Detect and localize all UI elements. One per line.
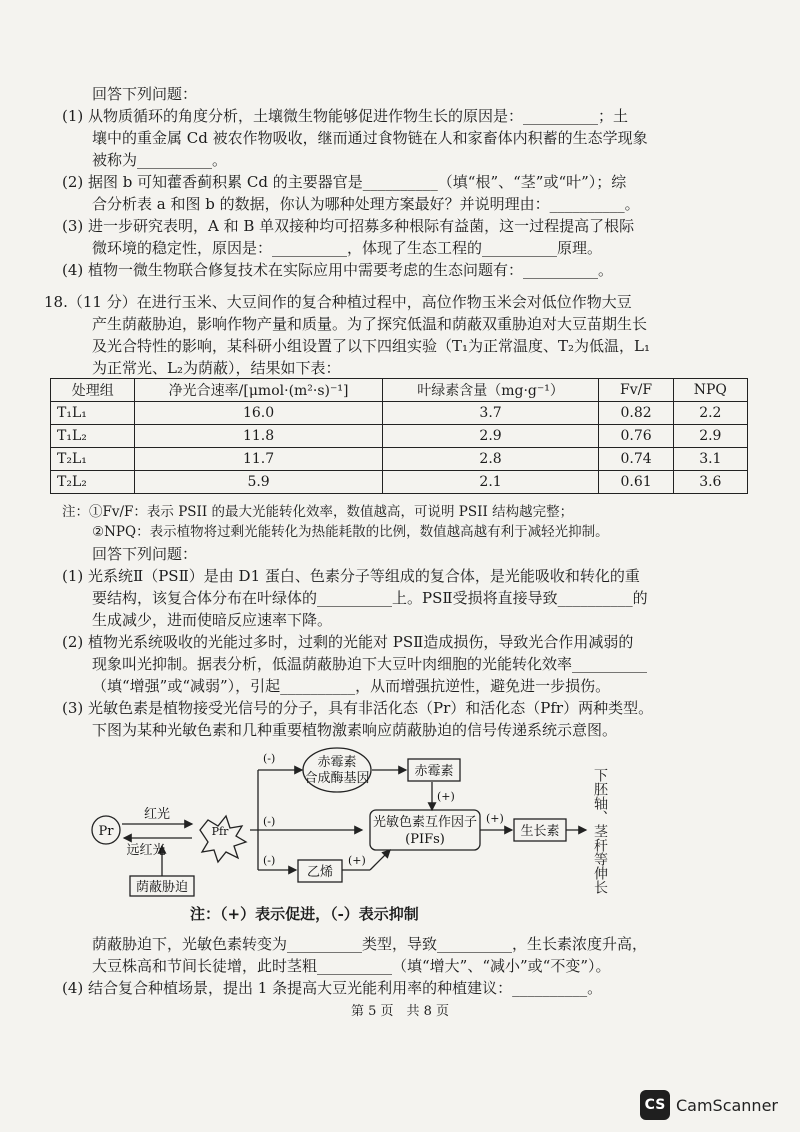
- q17-p2-line2: 合分析表 a 和图 b 的数据，你认为哪种处理方案最好？并说明理由：__________。: [92, 195, 640, 213]
- table-cell: 0.82: [599, 402, 673, 425]
- table-row: [51, 425, 748, 448]
- table-header: NPQ: [673, 379, 747, 402]
- q18-stem-line1: 18.（11 分）在进行玉米、大豆间作的复合种植过程中，高位作物玉米会对低位作物大豆: [44, 293, 632, 311]
- q17-p1-line1: (1) 从物质循环的角度分析，土壤微生物能够促进作物生长的原因是：__________；土: [62, 107, 629, 125]
- table-cell: T₁L₂: [51, 425, 135, 448]
- q18-p1-line3: 生成减少，进而使暗反应速率下降。: [92, 611, 333, 629]
- pifs-label-2: (PIFs): [405, 832, 445, 847]
- pifs-label-1: 光敏色素互作因子: [372, 815, 478, 830]
- plus-sign-ga: (+): [437, 790, 455, 803]
- shade-label: 荫蔽胁迫: [135, 880, 189, 895]
- table-cell: 2.1: [382, 471, 599, 494]
- ethylene-label: 乙烯: [306, 865, 334, 880]
- diagram-legend: 注：（+）表示促进，（-）表示抑制: [190, 905, 419, 923]
- minus-sign-ga-gene: (-): [263, 752, 276, 765]
- table-cell: 3.7: [382, 402, 599, 425]
- table-cell: 5.9: [135, 471, 382, 494]
- table-header: 处理组: [51, 379, 135, 402]
- table-cell: 11.7: [135, 448, 382, 471]
- q18-p3-line2: 下图为某种光敏色素和几种重要植物激素响应荫蔽胁迫的信号传递系统示意图。: [92, 721, 618, 739]
- q18-intro: 回答下列问题：: [92, 545, 198, 563]
- minus-sign-pifs: (-): [263, 815, 276, 828]
- q17-p4: (4) 植物一微生物联合修复技术在实际应用中需要考虑的生态问题有：__________。: [62, 261, 614, 279]
- q18-p2-line3: （填“增强”或“减弱”），引起__________，从而增强抗逆性，避免进一步损伤。: [92, 677, 611, 695]
- table-cell: 2.8: [382, 448, 599, 471]
- table-cell: 11.8: [135, 425, 382, 448]
- table-row: [51, 448, 748, 471]
- q18-p1-line1: (1) 光系统Ⅱ（PSⅡ）是由 D1 蛋白、色素分子等组成的复合体，是光能吸收和转化的重: [62, 567, 640, 585]
- table-cell: 0.61: [599, 471, 673, 494]
- table-header: 净光合速率/[μmol·(m²·s)⁻¹]: [135, 379, 382, 402]
- q18-stem-line4: 为正常光、L₂为荫蔽），结果如下表：: [92, 359, 341, 377]
- table-cell: 3.6: [673, 471, 747, 494]
- camscanner-name: CamScanner: [675, 1095, 778, 1115]
- table-cell: 0.76: [599, 425, 673, 448]
- red-light-label: 红光: [143, 807, 171, 822]
- q18-p3-line1: (3) 光敏色素是植物接受光信号的分子，具有非活化态（Pr）和活化态（Pfr）两种类型。: [62, 699, 654, 717]
- table-cell: T₂L₂: [51, 471, 135, 494]
- q18-stem-line2: 产生荫蔽胁迫，影响作物产量和质量。为了探究低温和荫蔽双重胁迫对大豆苗期生长: [92, 315, 648, 333]
- page-footer: 第 5 页 共 8 页: [350, 1004, 450, 1019]
- auxin-label: 生长素: [520, 824, 560, 839]
- q18-p3-after-line2: 大豆株高和节间长徒增，此时茎粗__________（填“增大”、“减小”或“不变”）。: [92, 957, 611, 975]
- pfr-node: [200, 816, 246, 862]
- table-note-2: ②NPQ：表示植物将过剩光能转化为热能耗散的比例，数值越高越有利于减轻光抑制。: [92, 524, 609, 540]
- results-table: [50, 378, 748, 494]
- ga-gene-label-2: 合成酶基因: [304, 771, 370, 786]
- table-header: 叶绿素含量（mg·g⁻¹）: [382, 379, 599, 402]
- ga-gene-label-1: 赤霉素: [317, 755, 357, 770]
- q17-p2-line1: (2) 据图 b 可知藿香蓟积累 Cd 的主要器官是__________（填“根”、“茎”或“叶”）；综: [62, 173, 627, 191]
- camscanner-watermark: [640, 1088, 778, 1122]
- growth-outcome-label: 下胚轴、茎秆等伸长: [592, 768, 608, 894]
- signal-pathway-diagram: [80, 742, 620, 900]
- table-note-1: 注：①Fv/F：表示 PSII 的最大光能转化效率，数值越高，可说明 PSII 结构越完整；: [62, 504, 574, 520]
- q17-p3-line2: 微环境的稳定性，原因是：__________，体现了生态工程的__________原理。: [92, 239, 603, 257]
- q18-p2-line2: 现象叫光抑制。据表分析，低温荫蔽胁迫下大豆叶肉细胞的光能转化效率__________: [92, 655, 648, 673]
- ga-label: 赤霉素: [414, 764, 454, 779]
- plus-sign-ethylene: (+): [348, 854, 366, 867]
- q18-p1-line2: 要结构，该复合体分布在叶绿体的__________上。PSⅡ受损将直接导致__________的: [92, 589, 648, 607]
- ethylene-to-pifs-arrow: [370, 850, 390, 870]
- q17-p1-line3: 被称为__________。: [92, 151, 228, 169]
- q17-intro: 回答下列问题：: [92, 85, 198, 103]
- table-header: Fv/F: [599, 379, 673, 402]
- q18-p2-line1: (2) 植物光系统吸收的光能过多时，过剩的光能对 PSⅡ造成损伤，导致光合作用减弱的: [62, 633, 634, 651]
- table-cell: 0.74: [599, 448, 673, 471]
- pfr-label: Pfr: [211, 825, 229, 838]
- table-cell: 2.2: [673, 402, 747, 425]
- table-cell: 2.9: [382, 425, 599, 448]
- table-cell: 16.0: [135, 402, 382, 425]
- q17-p1-line2: 壤中的重金属 Cd 被农作物吸收，继而通过食物链在人和家畜体内积蓄的生态学现象: [92, 129, 648, 147]
- minus-sign-ethylene: (-): [263, 854, 276, 867]
- q18-p4: (4) 结合复合种植场景，提出 1 条提高大豆光能利用率的种植建议：__________。: [62, 979, 603, 997]
- camscanner-logo-icon: CS: [640, 1090, 670, 1120]
- q17-p3-line1: (3) 进一步研究表明，A 和 B 单双接种均可招募多种根际有益菌，这一过程提高了根际: [62, 217, 635, 235]
- pr-label: Pr: [98, 824, 114, 839]
- q18-p3-after-line1: 荫蔽胁迫下，光敏色素转变为__________类型，导致__________，生长素浓度升高，: [92, 935, 648, 953]
- plus-sign-auxin: (+): [486, 812, 504, 825]
- table-header-row: [51, 379, 748, 402]
- table-cell: T₁L₁: [51, 402, 135, 425]
- table-cell: 3.1: [673, 448, 747, 471]
- q18-stem-line3: 及光合特性的影响，某科研小组设置了以下四组实验（T₁为正常温度、T₂为低温，L₁: [92, 337, 651, 355]
- table-row: [51, 402, 748, 425]
- table-cell: T₂L₁: [51, 448, 135, 471]
- table-row: [51, 471, 748, 494]
- table-cell: 2.9: [673, 425, 747, 448]
- far-red-label: 远红光: [126, 843, 166, 858]
